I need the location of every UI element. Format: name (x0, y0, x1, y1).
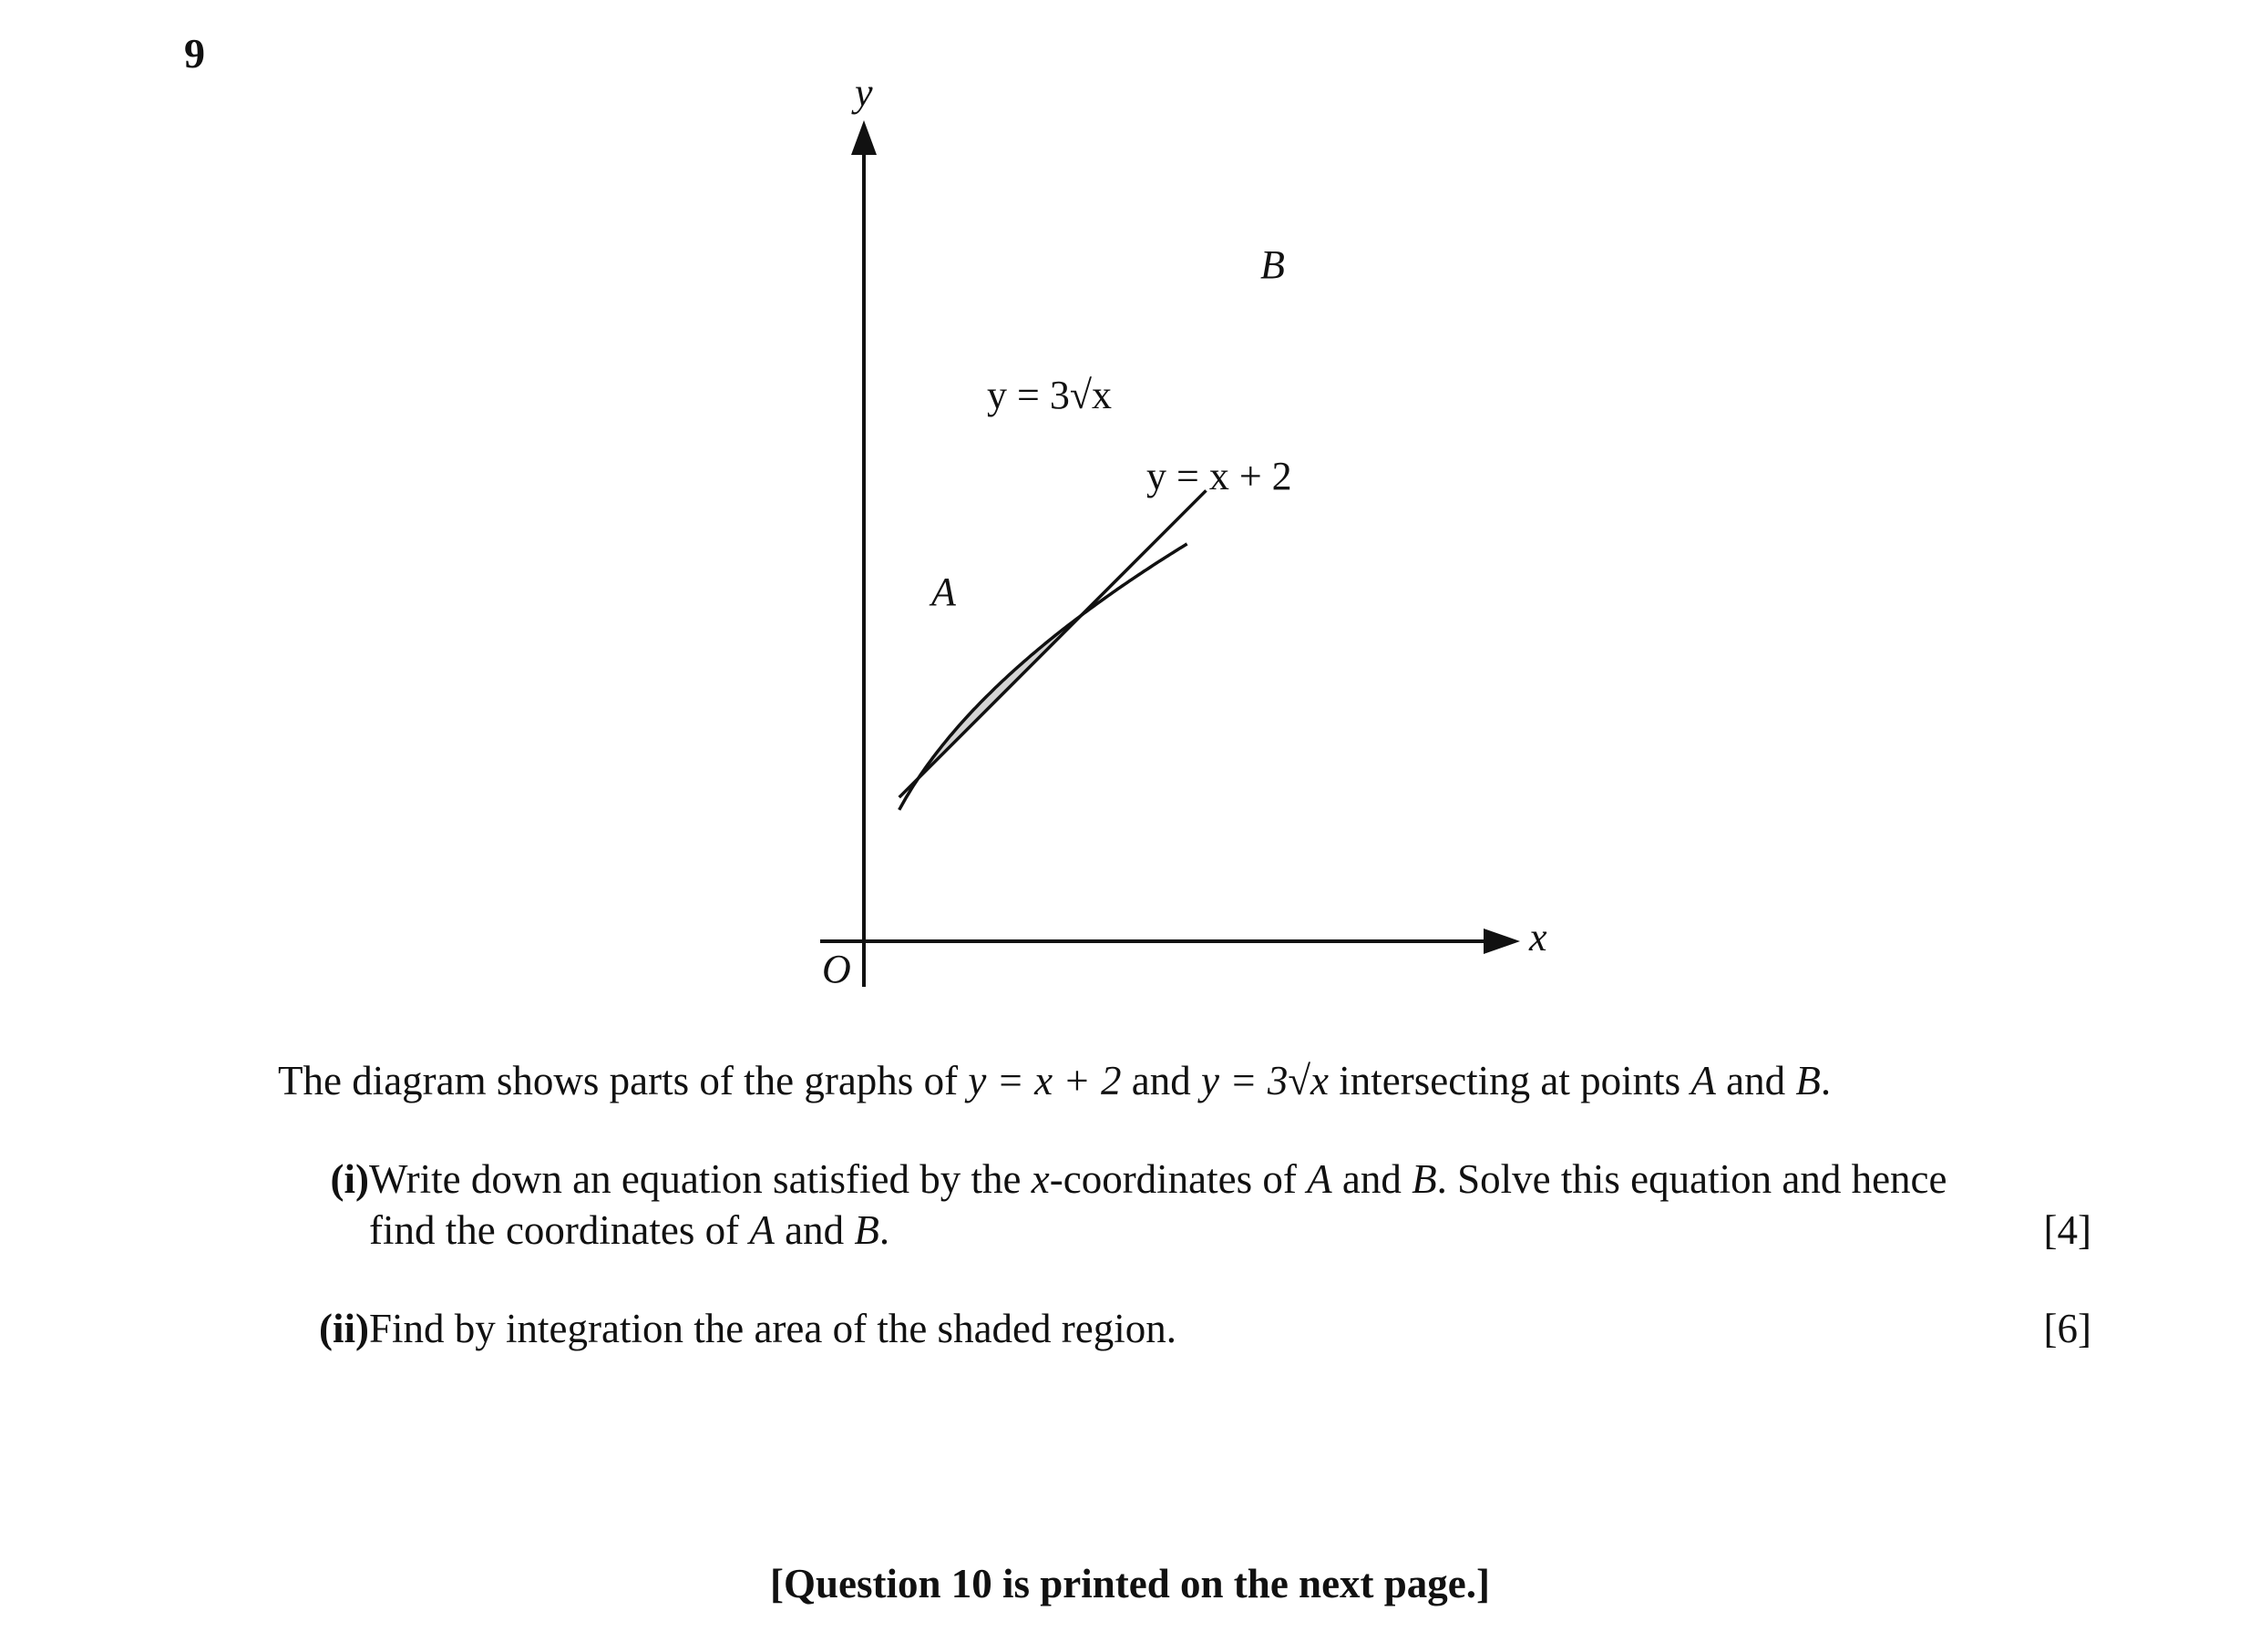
part-ii (269, 1303, 2091, 1358)
part-i-label: (i) (330, 1156, 369, 1202)
line-x-plus-2 (899, 490, 1207, 797)
origin-label: O (822, 947, 851, 991)
part-ii-marks: [6] (2043, 1306, 2091, 1351)
question-stem: The diagram shows parts of the graphs of y = x + 2 and y = 3√x intersecting at points A and B. (278, 1058, 1832, 1103)
point-a-label: A (931, 569, 956, 614)
point-b-label: B (1260, 242, 1285, 287)
equation-curve: y = 3√x (1200, 1058, 1329, 1103)
y-axis-arrow (851, 120, 877, 155)
part-ii-text: Find by integration the area of the shaded region. (369, 1306, 1176, 1351)
line-label: y = x + 2 (1146, 454, 1292, 498)
y-axis-label: y (855, 70, 873, 115)
question-number: 9 (184, 30, 205, 77)
curve-label: y = 3√x (987, 373, 1112, 417)
part-i-text: Write down an equation satisfied by the x-coordinates of A and B. Solve this equation and hence find the coordinates of A and B. (369, 1156, 1947, 1253)
part-ii-label: (ii) (319, 1306, 369, 1351)
equation-line: y = x + 2 (968, 1058, 1122, 1103)
footer-note: [Question 10 is printed on the next page.] (769, 1561, 1491, 1606)
x-axis-label: x (1529, 915, 1547, 959)
part-i-marks: [4] (2043, 1207, 2091, 1253)
part-i (269, 1154, 2091, 1263)
x-axis-arrow (1484, 929, 1520, 954)
